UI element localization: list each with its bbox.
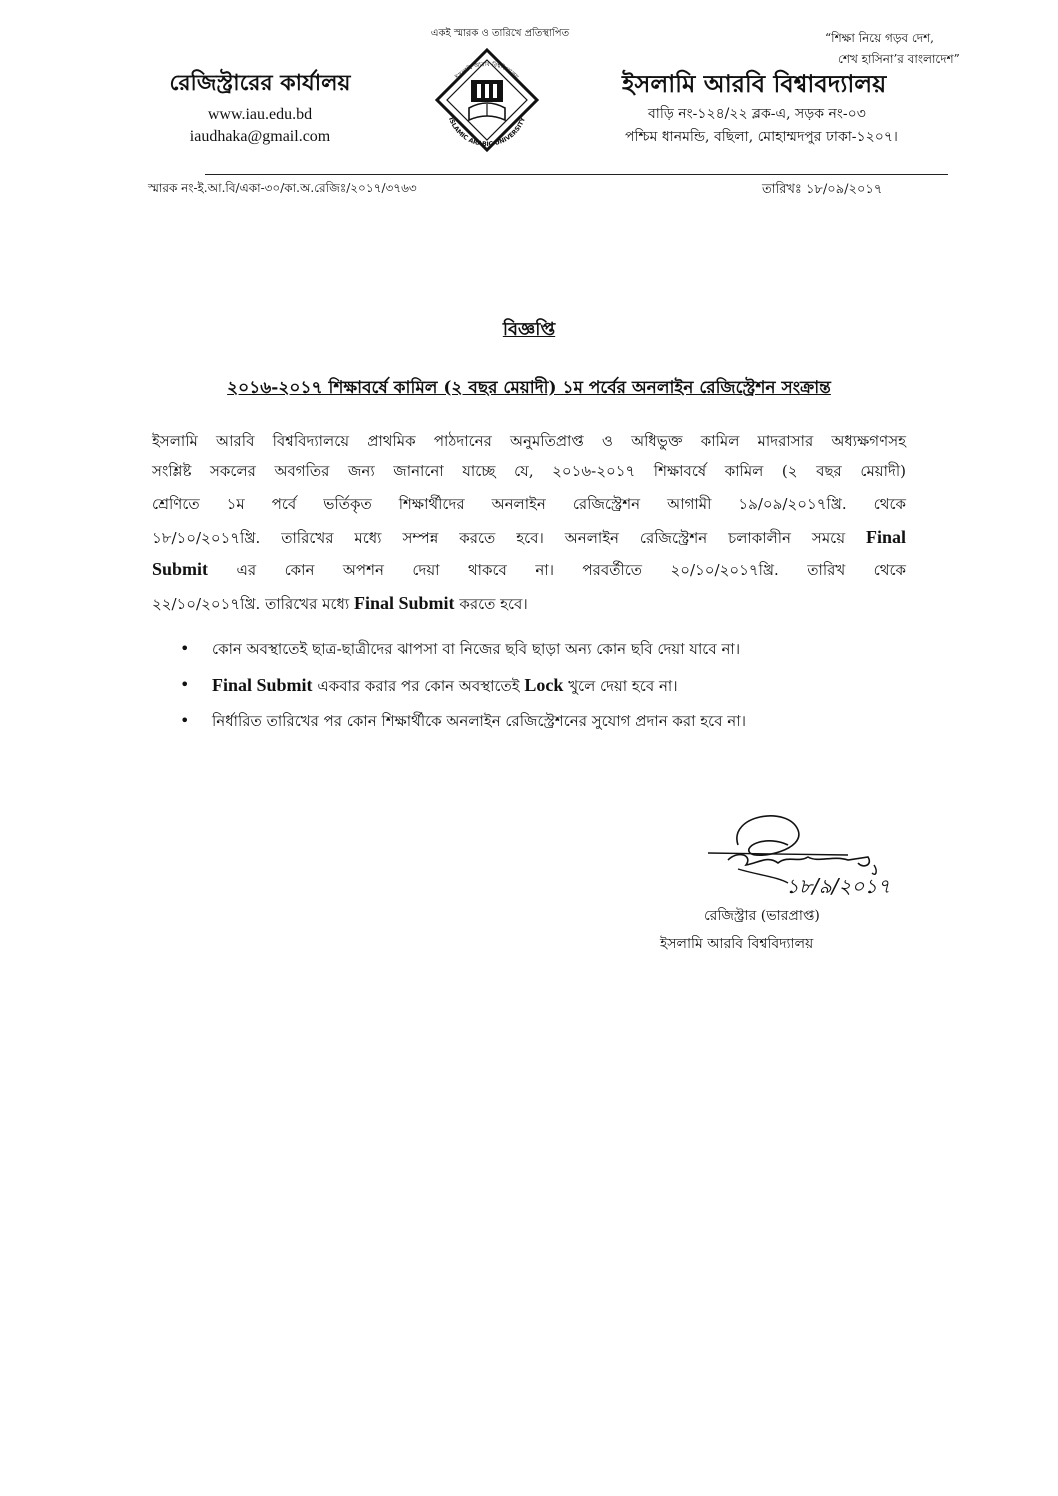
signatory-role: রেজিস্ট্রার (ভারপ্রাপ্ত) [704, 908, 820, 924]
body-line-5 [152, 559, 906, 584]
body-line-2: সংশ্লিষ্ট সকলের অবগতির জন্য জানানো যাচ্ছে যে, ২০১৬-২০১৭ শিক্ষাবর্ষে কামিল (২ বছর মেয়াদী) [152, 462, 906, 480]
slogan-line-2: শেখ হাসিনা’র বাংলাদেশ” [838, 52, 960, 66]
website-url: www.iau.edu.bd [207, 106, 313, 123]
office-title: রেজিস্ট্রারের কার্যালয় [169, 70, 351, 96]
final-keyword: Final [865, 527, 906, 547]
email-address: iaudhaka@gmail.com [189, 128, 331, 145]
header-divider [205, 174, 948, 175]
memo-number: স্মারক নং-ই.আ.বি/একা-৩০/কা.অ.রেজিঃ/২০১৭/৩৭৬৩ [148, 181, 417, 195]
list-item [176, 710, 746, 746]
notice-subject-text: ২০১৬-২০১৭ শিক্ষাবর্ষে কামিল (২ বছর মেয়াদী) ১ম পর্বের অনলাইন রেজিস্ট্রেশন সংক্রান্ত [227, 378, 831, 398]
issue-date: তারিখঃ ১৮/০৯/২০১৭ [762, 182, 883, 197]
list-item [176, 674, 746, 710]
signature-date: ১৮/৯/২০১৭ [786, 874, 891, 898]
body-line-1: ইসলামি আরবি বিশ্ববিদ্যালয়ে প্রাথমিক পাঠদানের অনুমতিপ্রাপ্ত ও অধিভুক্ত কামিল মাদরাসার অধ্যক্ষগণসহ [152, 432, 906, 450]
body-line-6 [152, 593, 906, 618]
bullet-2-final-submit: Final Submit [212, 675, 313, 695]
bullet-2-end: খুলে দেয়া হবে না। [568, 677, 678, 695]
list-item [176, 638, 746, 674]
logo-text-top: ইসলামি আরবি বিশ্ববিদ্যালয় [454, 60, 520, 81]
bullet-2-lock: Lock [524, 675, 564, 695]
submit-keyword: Submit [152, 559, 209, 579]
notice-title-text: বিজ্ঞপ্তি [502, 319, 556, 340]
signatory-organization: ইসলামি আরবি বিশ্ববিদ্যালয় [660, 936, 814, 952]
university-logo [433, 46, 541, 154]
body-line-4 [152, 527, 906, 552]
body-line-6-start: ২২/১০/২০১৭খ্রি. তারিখের মধ্যে [152, 595, 350, 613]
body-line-3: শ্রেণিতে ১ম পর্বে ভর্তিকৃত শিক্ষার্থীদের অনলাইন রেজিস্ট্রেশন আগামী ১৯/০৯/২০১৭খ্রি. থেকে [152, 495, 906, 513]
body-line-5-text: এর কোন অপশন দেয়া থাকবে না। পরবর্তীতে ২০/১০/২০১৭খ্রি. তারিখ থেকে [236, 561, 906, 579]
body-line-6-end: করতে হবে। [459, 595, 528, 613]
notice-title [0, 315, 1058, 346]
bullet-2-text: একবার করার পর কোন অবস্থাতেই [317, 677, 520, 695]
address-line-2: পশ্চিম ধানমন্ডি, বছিলা, মোহাম্মদপুর ঢাকা-১২০৭। [625, 129, 898, 145]
slogan-line-1: “শিক্ষা নিয়ে গড়ব দেশ, [825, 31, 934, 45]
notice-subject [0, 375, 1058, 403]
final-submit-keyword: Final Submit [354, 593, 455, 613]
svg-text:ইসলামি আরবি বিশ্ববিদ্যালয় [454, 61, 520, 82]
handwritten-signature [698, 805, 898, 915]
address-line-1: বাড়ি নং-১২৪/২২ ব্লক-এ, সড়ক নং-০৩ [648, 106, 866, 122]
replacement-note: একই স্মারক ও তারিখে প্রতিস্থাপিত [430, 28, 570, 39]
bullet-3-text: নির্ধারিত তারিখের পর কোন শিক্ষার্থীকে অনলাইন রেজিস্ট্রেশনের সুযোগ প্রদান করা হবে না। [212, 712, 746, 730]
bullet-1-text: কোন অবস্থাতেই ছাত্র-ছাত্রীদের ঝাপসা বা নিজের ছবি ছাড়া অন্য কোন ছবি দেয়া যাবে না। [212, 640, 741, 658]
instruction-list [176, 638, 746, 746]
university-name: ইসলামি আরবি বিশ্বাবদ্যালয় [622, 69, 887, 98]
body-line-4-text: ১৮/১০/২০১৭খ্রি. তারিখের মধ্যে সম্পন্ন করতে হবে। অনলাইন রেজিস্ট্রেশন চলাকালীন সময়ে [152, 529, 846, 547]
logo-text-bottom: ISLAMIC ARABIC UNIVERSITY [447, 116, 528, 149]
